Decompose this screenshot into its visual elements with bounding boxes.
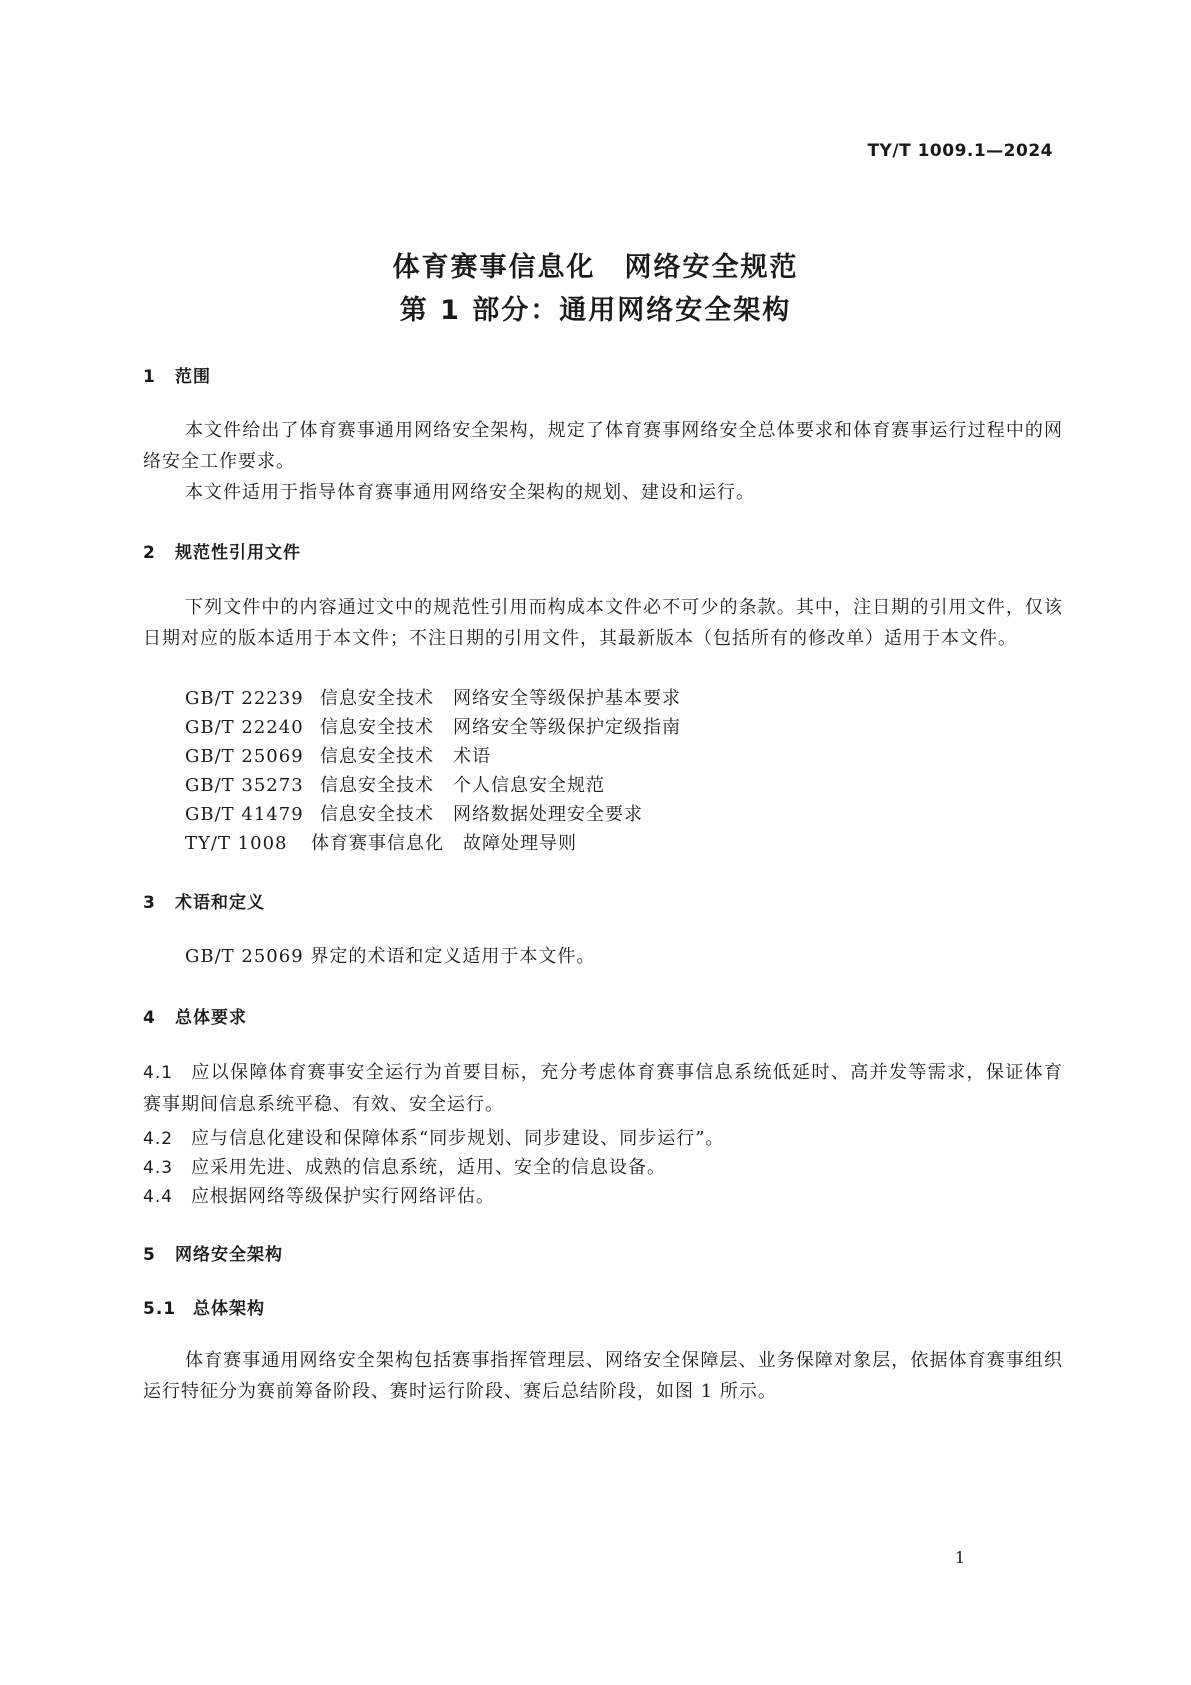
section-number: 4: [143, 1008, 156, 1028]
page-number: 1: [954, 1548, 965, 1567]
section-title: 规范性引用文件: [175, 543, 301, 563]
section-1-paragraph-1: 本文件给出了体育赛事通用网络安全架构，规定了体育赛事网络安全总体要求和体育赛事运行过程中的网络安全工作要求。: [143, 420, 1063, 472]
section-number: 1: [143, 367, 156, 387]
reference-name: 体育赛事信息化 故障处理导则: [311, 833, 577, 854]
subsection-5-1-heading: [143, 1294, 265, 1319]
clause-4-4: [143, 1182, 495, 1208]
reference-name: 信息安全技术 网络安全等级保护基本要求: [320, 688, 681, 709]
reference-name: 信息安全技术 网络安全等级保护定级指南: [320, 717, 681, 738]
subsection-number: 5.1: [143, 1299, 177, 1319]
reference-item: [185, 742, 491, 768]
reference-code: GB/T 41479: [185, 804, 304, 825]
section-2-heading: [143, 538, 301, 563]
section-2-paragraph-1: 下列文件中的内容通过文中的规范性引用而构成本文件必不可少的条款。其中，注日期的引用文件，仅该日期对应的版本适用于本文件；不注日期的引用文件，其最新版本（包括所有的修改单）适用于本文件。: [143, 597, 1063, 649]
reference-name: 信息安全技术 术语: [320, 746, 491, 767]
clause-4-1: [143, 1057, 1063, 1120]
subsection-title: 总体架构: [193, 1299, 265, 1319]
reference-name: 信息安全技术 网络数据处理安全要求: [320, 804, 643, 825]
reference-item: [185, 684, 681, 710]
section-title: 术语和定义: [175, 893, 265, 913]
section-title: 范围: [175, 367, 211, 387]
clause-text: 应与信息化建设和保障体系“同步规划、同步建设、同步运行”。: [191, 1128, 725, 1149]
section-3-heading: [143, 888, 265, 913]
section-number: 2: [143, 543, 156, 563]
section-3-paragraph-1: GB/T 25069 界定的术语和定义适用于本文件。: [185, 946, 596, 967]
clause-number: 4.2: [143, 1129, 174, 1149]
clause-number: 4.4: [143, 1187, 174, 1207]
reference-code: GB/T 22240: [185, 717, 304, 738]
section-number: 5: [143, 1245, 156, 1265]
section-1-paragraph-2: 本文件适用于指导体育赛事通用网络安全架构的规划、建设和运行。: [185, 482, 755, 503]
clause-number: 4.1: [143, 1063, 174, 1083]
reference-item: [185, 829, 577, 855]
section-5-1-paragraph-1: 体育赛事通用网络安全架构包括赛事指挥管理层、网络安全保障层、业务保障对象层，依据体育赛事组织运行特征分为赛前筹备阶段、赛时运行阶段、赛后总结阶段，如图 1 所示。: [143, 1350, 1063, 1402]
section-title: 网络安全架构: [175, 1245, 283, 1265]
reference-code: GB/T 22239: [185, 688, 304, 709]
document-title-line1: 体育赛事信息化 网络安全规范: [392, 252, 799, 283]
reference-code: GB/T 25069: [185, 746, 304, 767]
reference-item: [185, 800, 643, 826]
section-number: 3: [143, 893, 156, 913]
document-title-line2: 第 1 部分：通用网络安全架构: [399, 295, 792, 326]
reference-item: [185, 713, 681, 739]
clause-4-3: [143, 1153, 666, 1179]
clause-text: 应根据网络等级保护实行网络评估。: [191, 1186, 495, 1207]
section-4-heading: [143, 1003, 247, 1028]
standard-code: TY/T 1009.1—2024: [867, 141, 1053, 161]
clause-number: 4.3: [143, 1158, 174, 1178]
section-title: 总体要求: [175, 1008, 247, 1028]
clause-text: 应采用先进、成熟的信息系统，适用、安全的信息设备。: [191, 1157, 666, 1178]
clause-4-2: [143, 1124, 724, 1150]
section-5-heading: [143, 1240, 283, 1265]
clause-text: 应以保障体育赛事安全运行为首要目标，充分考虑体育赛事信息系统低延时、高并发等需求，保证体育赛事期间信息系统平稳、有效、安全运行。: [143, 1062, 1063, 1115]
section-1-heading: [143, 362, 211, 387]
reference-name: 信息安全技术 个人信息安全规范: [320, 775, 605, 796]
reference-code: TY/T 1008: [185, 833, 288, 854]
reference-code: GB/T 35273: [185, 775, 304, 796]
reference-item: [185, 771, 605, 797]
